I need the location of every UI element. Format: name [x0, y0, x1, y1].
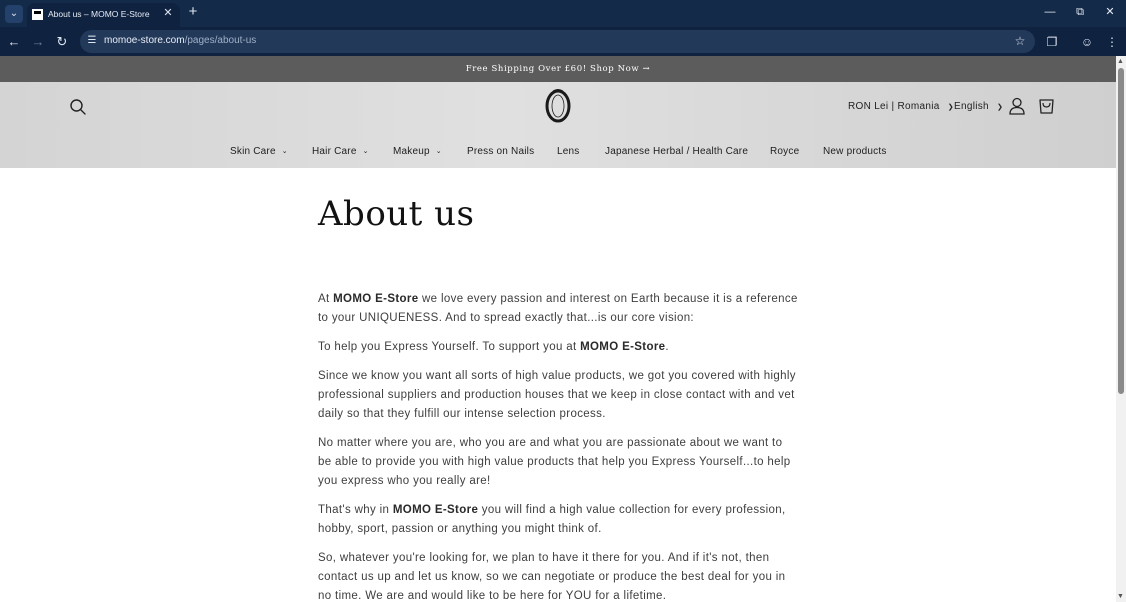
extensions-puzzle-icon[interactable]: ❐	[1046, 35, 1058, 49]
nav-item-skin-care[interactable]: Skin Care ⌄	[230, 146, 288, 157]
browser-toolbar	[0, 27, 1126, 56]
forward-arrow-icon[interactable]: →	[31, 34, 45, 49]
nav-item-press-on-nails[interactable]: Press on Nails	[467, 146, 535, 157]
search-icon[interactable]	[69, 98, 87, 116]
language-selector[interactable]	[954, 101, 1003, 112]
brand-name: MOMO E-Store	[392, 504, 479, 516]
arrow-right-icon: →	[642, 64, 651, 74]
nav-item-japanese-herbal[interactable]: Japanese Herbal / Health Care	[605, 146, 749, 157]
page-title: About us	[318, 194, 475, 234]
chevron-down-icon: ❯	[947, 104, 954, 111]
scroll-up-arrow-icon[interactable]: ▲	[1117, 58, 1124, 65]
new-tab-plus-icon[interactable]: +	[188, 3, 198, 20]
paragraph-1: At MOMO E-Store we love every passion and interest on Earth because it is a reference to your UNIQUENESS. And to spread exactly that...is our core vision:	[318, 293, 798, 324]
address-bar[interactable]	[80, 30, 1035, 53]
brand-name: MOMO E-Store	[580, 341, 666, 353]
back-arrow-icon[interactable]: ←	[7, 34, 21, 49]
browser-tab-bar	[0, 0, 1126, 27]
chevron-down-icon: ❯	[997, 104, 1004, 111]
site-favicon-icon	[32, 9, 43, 20]
chevron-down-icon: ⌄	[281, 148, 288, 155]
nav-item-new-products[interactable]: New products	[823, 146, 887, 157]
paragraph-4: No matter where you are, who you are and what you are passionate about we want to be able to provide you with high value products that help you Express Yourself...to help you express who you really are!	[318, 437, 791, 487]
cart-bag-icon[interactable]	[1038, 97, 1055, 114]
nav-item-lens[interactable]: Lens	[557, 146, 580, 157]
announcement-bar[interactable]	[0, 56, 1116, 82]
minimize-window-icon[interactable]: —	[1044, 6, 1056, 18]
main-navigation	[0, 142, 1116, 162]
restore-window-icon[interactable]: ⧉	[1076, 6, 1084, 18]
paragraph-3: Since we know you want all sorts of high value products, we got you covered with highly professional suppliers and production houses that we keep in close contact with and vet daily so that they fulfill our intense selection process.	[318, 370, 796, 420]
nav-item-royce[interactable]: Royce	[770, 146, 800, 157]
scrollbar-thumb[interactable]	[1118, 68, 1124, 394]
tab-search-chevron-icon[interactable]: ⌄	[5, 5, 23, 23]
tab-close-icon[interactable]: ✕	[163, 7, 173, 19]
site-logo[interactable]	[544, 89, 572, 123]
close-window-icon[interactable]: ✕	[1105, 6, 1115, 18]
paragraph-5: That's why in MOMO E-Store you will find a high value collection for every profession, hobby, sport, passion or anything you might think of.	[318, 504, 786, 535]
announcement-text[interactable]: Free Shipping Over £60! Shop Now	[465, 64, 640, 74]
site-header	[0, 82, 1116, 168]
chevron-down-icon: ⌄	[435, 148, 442, 155]
brand-name: MOMO E-Store	[333, 293, 419, 305]
browser-menu-kebab-icon[interactable]: ⋮	[1106, 35, 1118, 49]
chevron-down-icon: ⌄	[362, 148, 369, 155]
reload-icon[interactable]: ↻	[56, 34, 68, 49]
about-text	[318, 290, 798, 602]
bookmark-star-icon[interactable]: ☆	[1014, 34, 1026, 48]
scroll-down-arrow-icon[interactable]: ▼	[1117, 593, 1124, 600]
paragraph-6: So, whatever you're looking for, we plan to have it there for you. And if it's not, then contact us up and let us know, so we can negotiate or produce the best deal for you in no time. We are and would like to be here for YOU for a lifetime.	[318, 552, 786, 602]
language-label: English	[954, 101, 989, 112]
site-info-icon[interactable]: ☰	[87, 35, 97, 46]
currency-selector[interactable]	[848, 101, 954, 112]
account-user-icon[interactable]	[1009, 97, 1025, 115]
about-content	[318, 194, 798, 602]
tab-title: About us – MOMO E-Store	[48, 9, 150, 19]
page-scrollbar[interactable]	[1116, 56, 1126, 602]
profile-icon[interactable]: ☺	[1080, 35, 1094, 49]
nav-item-makeup[interactable]: Makeup ⌄	[393, 146, 442, 157]
page-viewport	[0, 56, 1116, 602]
address-url[interactable]: momoe-store.com/pages/about-us	[104, 35, 257, 46]
browser-tab-active[interactable]	[27, 3, 180, 27]
paragraph-2: To help you Express Yourself. To support you at MOMO E-Store.	[318, 341, 669, 353]
currency-label: RON Lei | Romania	[848, 101, 940, 112]
nav-item-hair-care[interactable]: Hair Care ⌄	[312, 146, 369, 157]
